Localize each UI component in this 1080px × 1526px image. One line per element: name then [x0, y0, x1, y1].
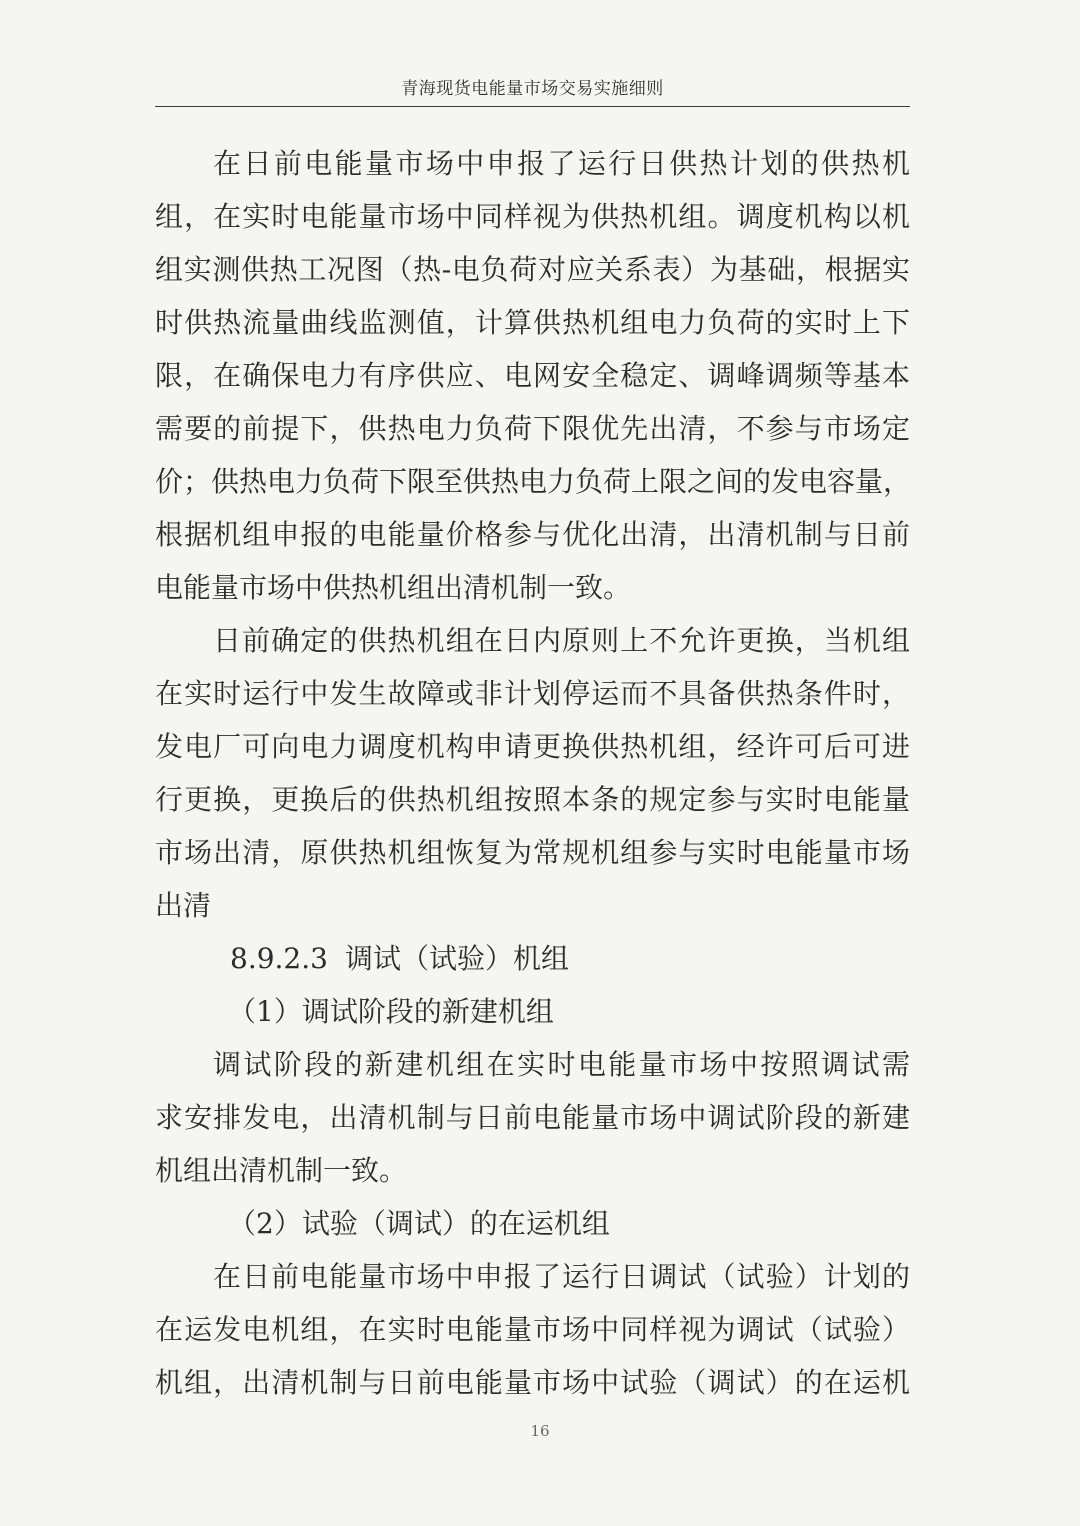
body-line: 在日前电能量市场中申报了运行日调试（试验）计划的 [213, 1260, 910, 1293]
body-line: 需要的前提下，供热电力负荷下限优先出清，不参与市场定 [155, 412, 910, 445]
body-line: 组实测供热工况图（热-电负荷对应关系表）为基础，根据实 [155, 253, 910, 286]
body-line: 组，在实时电能量市场中同样视为供热机组。调度机构以机 [155, 200, 910, 233]
body-line: 调试阶段的新建机组在实时电能量市场中按照调试需 [213, 1048, 910, 1081]
header-divider [155, 106, 910, 107]
running-header: 青海现货电能量市场交易实施细则 [401, 79, 664, 99]
body-line: 日前确定的供热机组在日内原则上不允许更换，当机组 [213, 624, 910, 657]
body-line: 限，在确保电力有序供应、电网安全稳定、调峰调频等基本 [155, 359, 910, 392]
body-line: 行更换，更换后的供热机组按照本条的规定参与实时电能量 [155, 783, 910, 816]
section-number: 8.9.2.3 [230, 942, 328, 975]
body-line: 根据机组申报的电能量价格参与优化出清，出清机制与日前 [155, 518, 910, 551]
body-line: 价；供热电力负荷下限至供热电力负荷上限之间的发电容量， [155, 465, 912, 498]
subheading: （2）试验（调试）的在运机组 [228, 1207, 610, 1240]
section-heading [230, 941, 910, 977]
body-line: 出清 [155, 889, 212, 922]
body-line: 在实时运行中发生故障或非计划停运而不具备供热条件时， [155, 677, 910, 710]
subheading: （1）调试阶段的新建机组 [228, 995, 554, 1028]
body-line: 电能量市场中供热机组出清机制一致。 [155, 571, 632, 604]
body-line: 机组出清机制一致。 [155, 1154, 408, 1187]
body-line: 机组，出清机制与日前电能量市场中试验（调试）的在运机 [155, 1366, 910, 1399]
body-line: 时供热流量曲线监测值，计算供热机组电力负荷的实时上下 [155, 306, 910, 339]
body-line: 在运发电机组，在实时电能量市场中同样视为调试（试验） [155, 1313, 910, 1346]
section-title: 调试（试验）机组 [345, 942, 570, 975]
body-line: 发电厂可向电力调度机构申请更换供热机组，经许可后可进 [155, 730, 910, 763]
page-number: 16 [530, 1422, 550, 1440]
body-line: 市场出清，原供热机组恢复为常规机组参与实时电能量市场 [155, 836, 910, 869]
body-line: 在日前电能量市场中申报了运行日供热计划的供热机 [213, 147, 910, 180]
body-line: 求安排发电，出清机制与日前电能量市场中调试阶段的新建 [155, 1101, 910, 1134]
